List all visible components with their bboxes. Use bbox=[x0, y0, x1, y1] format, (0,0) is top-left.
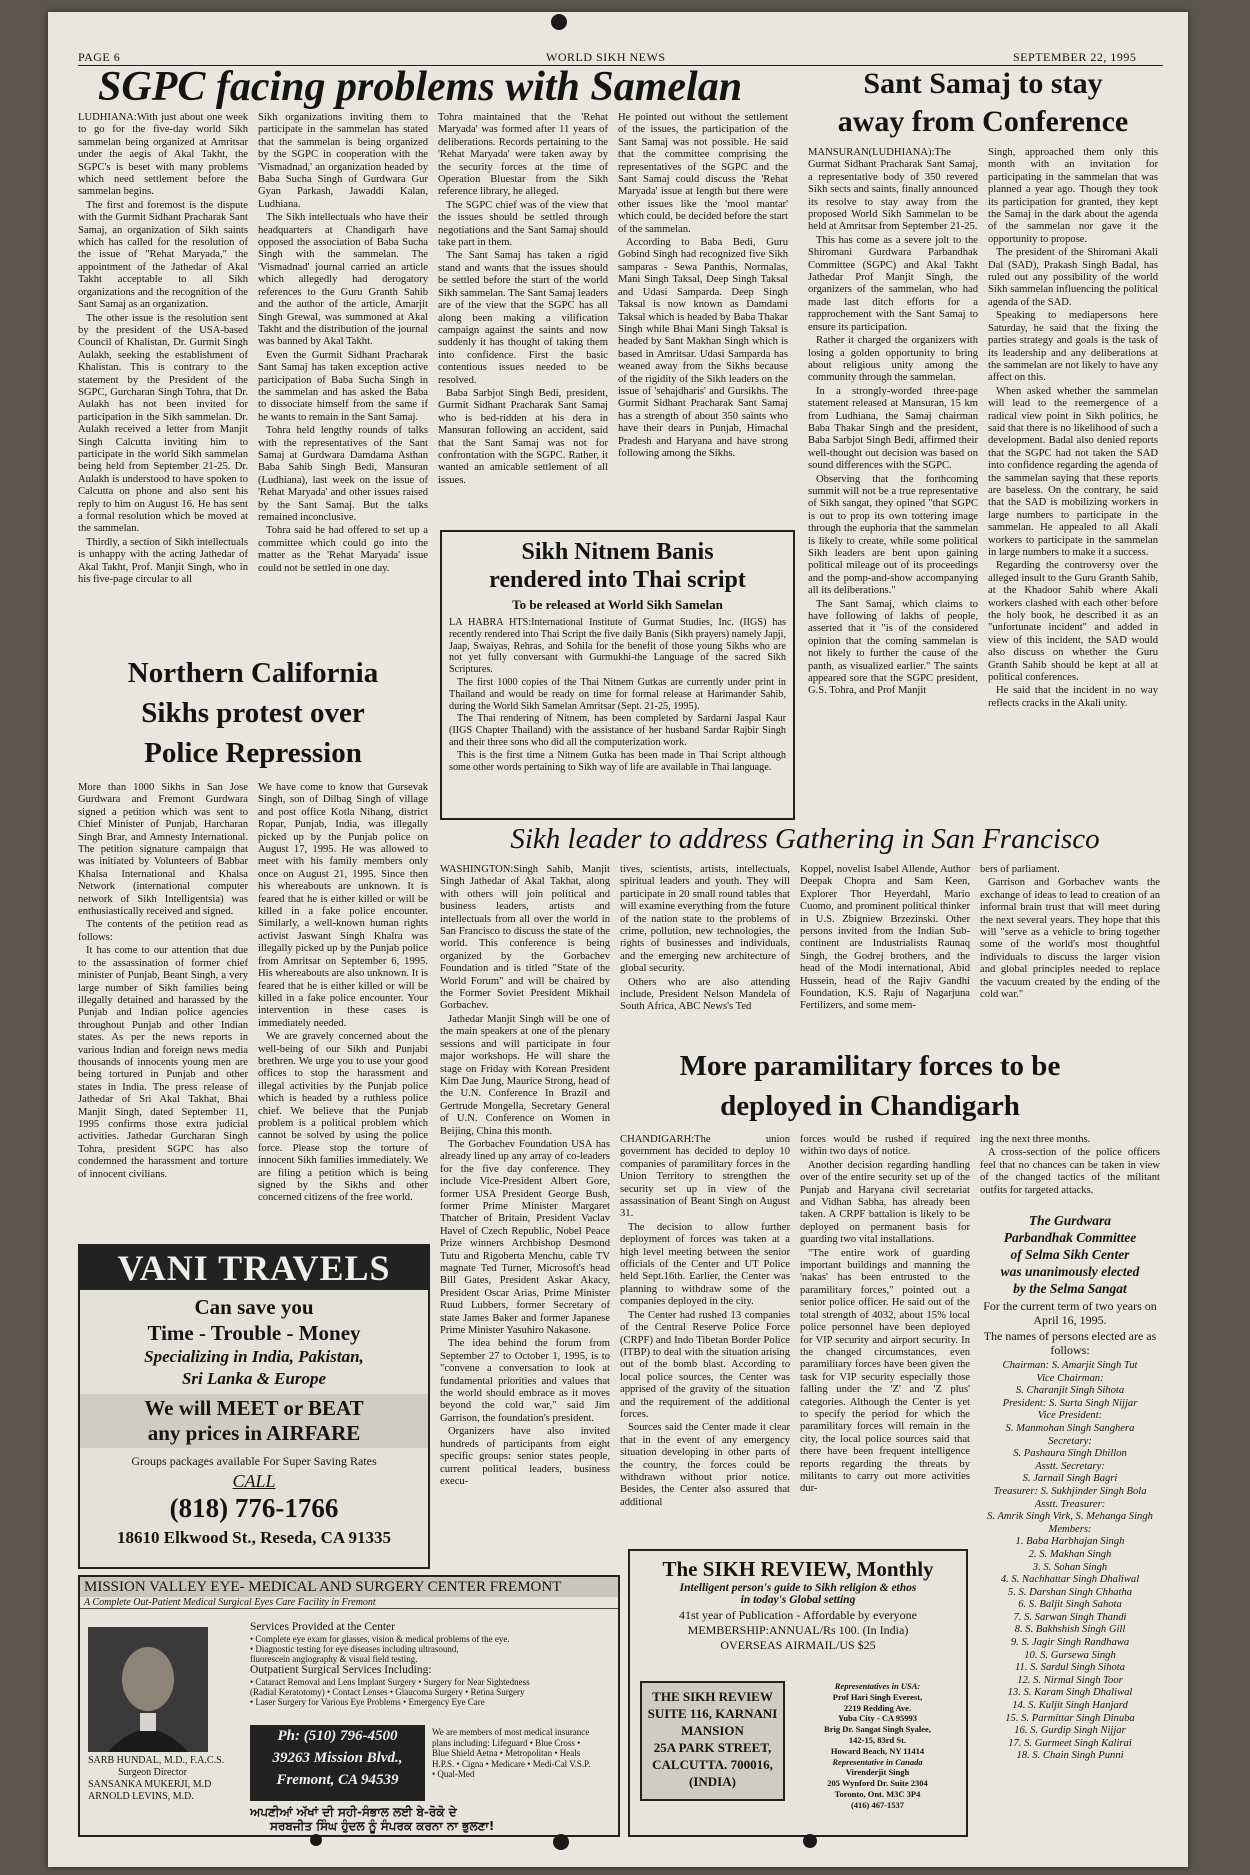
selma-intro-1: The Gurdwara bbox=[1028, 1213, 1112, 1228]
vani-phone: (818) 776-1766 bbox=[169, 1493, 339, 1523]
selma-name-line: 2. S. Makhan Singh bbox=[1028, 1548, 1112, 1560]
vani-travels-name: VANI TRAVELS bbox=[80, 1246, 428, 1290]
review-rep-line: 205 Wynford Dr. Suite 2304 bbox=[827, 1778, 928, 1789]
doctor-1: SARB HUNDAL, M.D., F.A.C.S. bbox=[88, 1755, 225, 1766]
selma-name-line: Vice President: bbox=[1037, 1410, 1103, 1422]
selma-name-line: 8. S. Bakhshish Singh Gill bbox=[1014, 1624, 1126, 1636]
review-representatives bbox=[795, 1681, 960, 1811]
sgpc-column-4: He pointed out without the settlement of the issues, the participation of the Sant Samaj was not possible. He said that the committee comprising the representatives of the SGPC and the Sant Samaj could discuss the 'Rehat Maryada' issue at length but there were other issues like the 'mool mantar' which could, be decided before the start of the sammelan. According to Baba Bedi, Guru Gobind Singh had recognized five Sikh samparas - Sewa Panthis, Normalas, Mani Singh Taksal, Deep Singh Taksal and Udasi Samparda. Deep Singh Taksal is now known as Damdami Taksal which is headed by Baba Thakar Singh while Bhai Mani Singh Taksal is headed by Sant Makhan Singh which is based in Amritsar. Udasi Samparda has weaned away from the Sikhs because of the rigidity of the Sikh leaders on the issue of 'sehajdharis' and Gursikhs. The Gurmit Sidhant Pracharak Sant Samaj has a strength of about 350 saints who have their dears in Punjab, Himachal Pradesh and Haryana and have strong following among the Sikhs. bbox=[618, 112, 788, 459]
norcal-headline-3: Police Repression bbox=[144, 737, 362, 769]
review-address-line: THE SIKH REVIEW bbox=[652, 1689, 773, 1704]
review-tagline-2: in today's Global setting bbox=[740, 1594, 856, 1606]
selma-name-line: S. Amrik Singh Virk, S. Mehanga Singh bbox=[987, 1511, 1153, 1523]
newspaper-page bbox=[48, 12, 1188, 1867]
review-tagline-1: Intelligent person's guide to Sikh religion & ethos bbox=[679, 1582, 917, 1594]
mission-title: MISSION VALLEY EYE- MEDICAL AND SURGERY CENTER FREMONT bbox=[80, 1577, 618, 1597]
selma-intro-5: by the Selma Sangat bbox=[1013, 1281, 1127, 1296]
issue-date: SEPTEMBER 22, 1995 bbox=[1013, 50, 1137, 64]
norcal-column-2: We have come to know that Gursevak Singh, son of Dilbag Singh of village and post office Kotla Nihang, district Ropar, Punjab, India, was illegally picked up by the Punjab police on August 17, 1995. He was allowed to meet with his family members only once on August 21, 1995. Since then his whereabouts are unknown. It is feared that he is either killed or will be killed in a fake police encounter. Similarly, a well-known human rights activist Jaswant Singh Khalra was illegally picked up by the Punjab police from Amritsar on September 6, 1995. His whereabouts are also unknown. It is feared that he is either killed or will be killed in a fake police encounter. Your intervention in these cases is immediately needed. We are gravely concerned about the well-being of our Sikh and Punjabi brethren. We urge you to use your good offices to stop the harassment and illegal activities by the Punjab police which is headed by a ruthless police chief. We believe that the Punjab problem is a political problem which cannot be solved by using the police force. Please stop the torture of innocent Sikh families immediately. We are filing a petition which is being signed by the Sikhs and other concerned citizens of the free world. bbox=[258, 782, 428, 1204]
sgpc-column-2: Sikh organizations inviting them to participate in the sammelan has stated that the sammelan is being organized by the SGPC in cooperation with the 'Vismadnad,' an organization headed by Baba Sucha Singh of Gurdwara Gur Gyan Parkash, Jawaddi Kalan, Ludhiana. The Sikh intellectuals who have their headquarters at Chandigarh have opposed the association of Baba Sucha Singh with the sammelan. The 'Vismadnad' journal carried an article which allegedly had derogatory references to the Guru Granth Sahib and the author of the article, Amarjit Singh Grewal, was summoned at Akal Takht and the distribution of the journal was banned by Akal Takht. Even the Gurmit Sidhant Pracharak Sant Samaj has taken exception active participation of Baba Sucha Singh in the sammelan and has asked the Baba to dissociate himself from the same if he wants to remain in the Sant Samaj. Tohra held lengthy rounds of talks with the representatives of the Sant Samaj at Gurdwara Damdama Asthan Baba Sahib Singh Bedi, Mansuran (Ludhiana), last week on the issue of 'Rehat Maryada' and other issues raised by the Sant Samaj. But the talks remained inconclusive. Tohra said he had offered to set up a committee which could go into the matter as the 'Rehat Maryada' issue could not be settled in one day. bbox=[258, 112, 428, 574]
selma-name-line: 4. S. Nachhattar Singh Dhaliwal bbox=[1000, 1574, 1140, 1586]
punjabi-line-1: ਅਪਣੀਆਂ ਅੱਖਾਂ ਦੀ ਸਹੀ-ਸੰਭਾਲ ਲਈ ਬੇ-ਰੋਕੋ ਦੇ bbox=[250, 1805, 457, 1819]
mission-phone: Ph: (510) 796-4500 bbox=[277, 1728, 398, 1744]
review-rep-line: 142-15, 83rd St. bbox=[848, 1734, 907, 1745]
vani-call: CALL bbox=[232, 1471, 276, 1491]
selma-name-line: 14. S. Kuljit Singh Hanjard bbox=[1012, 1700, 1128, 1712]
gathering-column-1: WASHINGTON:Singh Sahib, Manjit Singh Jathedar of Akal Takhat, along with others will join political and business leaders, artists and intellectuals from all over the world in San Francisco to discuss the state of the world. This conference is being organized by the Gorbachev Foundation and is titled "State of the World Forum" and will be chaired by the Former Soviet President Mikhail Gorbachev. Jathedar Manjit Singh will be one of the main speakers at one of the plenary sessions and will participate in four major workshops. He will share the stage on Friday with Korean President Kim Dae Jung, Maurice Strong, head of the U.N. Conference In Brazil and Gertrude Mongella, Secretary General of U.N. Conference on Women in Beijing, China this month. The Gorbachev Foundation USA has already lined up any array of co-leaders for the five day conference. They include Vice-President Albert Gore, former USA President George Bush, former Prime Minister Margaret Thatcher of Britain, President Vaclav Havel of Czech Republic, Nobel Peace Prize winners Archbishop Desmond Tutu and Rigoberta Menchu, cable TV magnate Ted Turner, Microsoft's head Bill Gates, President Askar Akacy, President Oscar Arias, Prime Minister Ruud Lubbers, former Secretary of state James Baker and former Japanese Prime Minister Yasuhiro Nakasone. The idea behind the forum from September 27 to October 1, 1995, is to "convene a conversation to look at fundamental priorities and values that the world should embrace as it moves beyond the cold war," said Jim Garrison, the foundation's president. Organizers have also invited hundreds of participants from eight specific groups: senior states people, current political leaders, business execu- bbox=[440, 864, 610, 1487]
paramilitary-headline-2: deployed in Chandigarh bbox=[720, 1090, 1020, 1122]
review-rep-line: Brig Dr. Sangat Singh Syalee, bbox=[824, 1724, 931, 1735]
review-title: The SIKH REVIEW, Monthly bbox=[662, 1557, 934, 1581]
nitnem-headline-1: Sikh Nitnem Banis bbox=[521, 539, 714, 565]
punch-hole-bottom-left bbox=[310, 1834, 322, 1846]
santsamaj-column-2: Singh, approached them only this month with an invitation for participating in the sammelan that was planned a year ago. Though they took its participation for granted, they kept the Samaj in the dark about the agenda of the sammelan nor gave it the opportunity to propose. The president of the Shiromani Akali Dal (SAD), Prakash Singh Badal, has ruled out any possibility of the world Sikh sammelan influencing the political agenda of the SAD. Speaking to mediapersons here Saturday, he said that the fixing the parties strategy and goals is the task of its leadership and any deliberations at the sammelan are not likely to have any affect on this. When asked whether the sammelan will lead to the reemergence of a radical view point in Sikh politics, he said that there is no likelihood of such a development. Badal also denied reports that the SGPC had not taken the SAD into confidence regarding the agenda of the sammelan saying that these reports are baseless. On the contrary, he said that the SAD is mobilizing workers in large numbers to participate in the sammelan. He appealed to all Akali workers to participate in the sammelan in large numbers to make it a success. Regarding the controversy over the alleged insult to the Guru Granth Sahib, at the Khadoor Sahib where Akali workers clashed with each other before the holy book, he described it as an "unfortunate incident" and added in view of this incident, the SAD would also discuss on whether the Guru Granth Sahib should be kept at all at political conferences. He said that the incident in no way reflects cracks in the Akali unity. bbox=[988, 147, 1158, 709]
mission-subtitle: A Complete Out-Patient Medical Surgical Eyes Care Facility in Fremont bbox=[80, 1597, 618, 1609]
review-publication: 41st year of Publication - Affordable by everyone bbox=[678, 1608, 918, 1622]
review-rep-line: Howard Beach, NY 11414 bbox=[830, 1745, 925, 1756]
nitnem-subheadline: To be released at World Sikh Samelan bbox=[512, 597, 723, 612]
punch-hole-top bbox=[551, 14, 567, 30]
vani-travels-ad bbox=[78, 1244, 430, 1569]
vani-line-2: Time - Trouble - Money bbox=[147, 1321, 361, 1345]
review-rep-line: Prof Hari Singh Everest, bbox=[832, 1691, 923, 1702]
outpatient-heading: Outpatient Surgical Services Including: bbox=[250, 1664, 432, 1676]
mission-insurance: We are members of most medical insurance plans including: Lifeguard • Blue Cross • Blue Shield Aetna • Metropolitan • Heals H.P.S. • Cigna • Medicare • Medi-Cal V.S.P. • Qual-Med bbox=[432, 1727, 591, 1779]
nitnem-body: LA HABRA HTS:International Institute of Gurmat Studies, Inc. (IIGS) has recently rendered into Thai Script the five daily Banis (Sikh prayers) namely Japji, Jaap, Swaiyas, Rehras, and Sohila for the benefit of those young Sikhs who are not yet fully conversant with Gurmukhi-the Language of the sacred Sikh Scriptures. The first 1000 copies of the Thai Nitnem Gutkas are currently under print in Thailand and would be ready on time for formal release at Harimander Sahib, during the World Sikh Samelan Amritsar (Sept. 21-25, 1995). The Thai rendering of Nitnem, has been completed by Sardarni Jaspal Kaur (IIGS Chapter Thailand) with the assistance of her husband Sardar Rajbir Singh and their three sons who did all the computerization work. This is the first time a Nitnem Gutka has been made in Thai Script although some other words pertaining to Sikh way of life are available in Thai language. bbox=[449, 617, 786, 773]
doctor-1-role: Surgeon Director bbox=[118, 1767, 187, 1778]
mission-valley-ad bbox=[78, 1575, 620, 1837]
review-address-line: MANSION bbox=[681, 1723, 744, 1738]
review-address-line: CALCUTTA. 700016, bbox=[652, 1757, 773, 1772]
selma-name-line: Members: bbox=[1048, 1523, 1092, 1535]
selma-name-line: 10. S. Gursewa Singh bbox=[1024, 1649, 1116, 1661]
services-heading: Services Provided at the Center bbox=[250, 1621, 395, 1633]
mission-contact-box bbox=[250, 1725, 425, 1801]
selma-notice bbox=[980, 1212, 1160, 1852]
selma-name-line: 18. S. Chain Singh Punni bbox=[1016, 1750, 1124, 1762]
sgpc-column-3: Tohra maintained that the 'Rehat Maryada' was formed after 11 years of deliberations. Records pertaining to the 'Rehat Maryada' were taken away by the security forces at the time of Operation Bluestar from the Sikh reference library, he alleged. The SGPC chief was of the view that the issues should be settled through negotiations and the Sant Samaj should take part in them. The Sant Samaj has taken a rigid stand and wants that the issues should be settled before the start of the world Sikh sammelan. The Sant Samaj leaders are of the view that the SGPC has all along been making a vilification campaign against the saints and now suddenly it has thought of taking them into confidence. First the basic contentious issues needed to be resolved. Baba Sarbjot Singh Bedi, president, Gurmit Sidhant Pracharak Sant Samaj who is bed-ridden at his dera in Mansuran following an accident, said that the Sant Samaj was not for confrontation with the SGPC. Rather, it wanted an amicable settlement of all issues. bbox=[438, 112, 608, 486]
service-line: fluorescein angiography & visual field testing. bbox=[250, 1654, 418, 1664]
doctor-2: SANSANKA MUKERJI, M.D bbox=[88, 1779, 212, 1790]
vani-line-4: Sri Lanka & Europe bbox=[181, 1369, 327, 1388]
punch-hole-bottom-center bbox=[553, 1834, 569, 1850]
service-line: • Complete eye exam for glasses, vision & medical problems of the eye. bbox=[250, 1634, 510, 1644]
outpatient-line: • Laser Surgery for Various Eye Problems • Emergency Eye Care bbox=[250, 1697, 485, 1707]
selma-name-line: 6. S. Baljit Singh Sahota bbox=[1018, 1599, 1122, 1611]
santsamaj-column-1: MANSURAN(LUDHIANA):The Gurmat Sidhant Pracharak Sant Samaj, a representative body of 350 revered Sikh sects and saints, finally announced its resolve to stay away from the proposed World Sikh Sammelan to be held at Amritsar from September 21-25. This has come as a severe jolt to the Shiromani Gurdwara Parbandhak Committee (SGPC) and Akal Takht Jathedar Prof Manjit Singh, the organizers of the sammelan, who had made last ditch efforts for a rapprochement with the Sant Samaj to ensure its participation. Rather it charged the organizers with losing a golden opportunity to bring about religious unity among the community through the sammelan. In a strongly-worded three-page statement released at Mansuran, 15 km from Ludhiana, the Samaj chairman Baba Thakar Singh and the president, Baba Sarbjot Singh Bedi, affirmed their well-thought out decision was based on sound differences with the SGPC. Observing that the forthcoming summit will not be a true representative of Sikh sangat, they opined "that SGPC is out to prop its own tottering image through the euphoria that the sammelan is likely to create, while some political Sikh leaders are bent upon gaining political mileage out of its proceedings and the pomp-and-show accompanying all its deliberations." The Sant Samaj, which claims to have following of lakhs of people, asserted that it "is of the considered opinion that the coming sammelan is not likely to further the cause of the panth, as visualized earlier." The saints appeared sore that the SGPC president, G.S. Tohra, and Prof Manjit bbox=[808, 147, 978, 697]
review-membership: MEMBERSHIP:ANNUAL/Rs 100. (In India) bbox=[687, 1623, 909, 1637]
selma-name-line: Vice Chairman: bbox=[1036, 1372, 1104, 1384]
review-rep-line: 2219 Redding Ave. bbox=[843, 1702, 912, 1713]
paramilitary-headline-1: More paramilitary forces to be bbox=[679, 1050, 1061, 1082]
sgpc-column-1: LUDHIANA:With just about one week to go for the five-day world Sikh sammelan being organized at Amritsar under the aegis of Akal Takht, the SGPC's is beset with many problems which need settlement before the sammelan begins. The first and foremost is the dispute with the Gurmit Sidhant Pracharak Sant Samaj, an organization of Sikh saints which has called for the resolution of the issue of "Rehat Maryada," the appointment of the Jathedar of Akal Takht acceptable to all Sikh organizations and the recognition of the Sant Samaj as an organization. The other issue is the resolution sent by the president of the USA-based Council of Khalistan, Dr. Gurmit Singh Aulakh, seeking the establishment of Khalistan. This is contrary to the statement by the President of the SGPC, Gurcharan Singh Tohra, that Dr. Aulakh has not been invited for participation in the Sikh sammelan. Dr. Aulakh received a letter from Manjit Singh Calcutta inviting him to participate in the world Sikh sammelan being held from September 21-25. Dr. Aulakh is understood to have spoken to Calcutta on phone and also sent his reply to him on August 16. He has sent a formal resolution which be moved at the sammelan. Thirdly, a section of Sikh intellectuals is unhappy with the acting Jathedar of Akal Takht, Prof. Manjit Singh, who in his five-page circular to all bbox=[78, 112, 248, 586]
review-rep-line: Representatives in USA: bbox=[834, 1681, 921, 1691]
paramilitary-column-2: forces would be rushed if required within two days of notice. Another decision regarding handling over of the entire security set up of the Punjab and Haryana civil secretariat and Vidhan Sabha, has already been taken. A CRPF battalion is likely to be deployed on permanent basis for guarding two vital installations. "The entire work of guarding important buildings and manning the 'nakas' has been entrusted to the paramilitary forces," pointed out a senior police officer. He said out of the total strength of 4032, about 15% local police personnel have been deployed for VIP security and airport security. In the changed circumstances, even paramilitary forces have been given the task for VIP security especially those falling under the 'Z' and 'Z plus' categories. Although the Center is yet to specify the period for which the paramilitary forces will remain in the city, the local police sources said that there have been frequent intelligence reports regarding the threats by militants to carry out more activities dur- bbox=[800, 1134, 970, 1495]
service-line: • Diagnostic testing for eye diseases including ultrasound, bbox=[250, 1644, 459, 1654]
outpatient-line: (Radial Keratotomy) • Contact Lenses • Glaucoma Surgery • Retina Surgery bbox=[250, 1687, 525, 1697]
paramilitary-column-1: CHANDIGARH:The union government has decided to deploy 10 companies of paramilitary forces in the Union Territory to strengthen the security set up in view of the assassination of Beant Singh on August 31. The decision to allow further deployment of forces was taken at a high level meeting between the senior officials of the Center and UT Police held Sept.16th. Earlier, the Center was planning to withdraw some of the companies deployed in the city. The Center had rushed 13 companies of the Central Reserve Police Force (CRPF) and Indo Tibetan Border Police (ITBP) to deal with the situation arising out of the bomb blast. According to local police sources, the Center was apprised of the gravity of the situation and the requirement of the additional forces. Sources said the Center made it clear that in the event of any emergency situation developing in other parts of the country, the forces could be withdrawn without prior notice. Besides, the Center also assured that additional bbox=[620, 1134, 790, 1508]
vani-groups: Groups packages available For Super Saving Rates bbox=[131, 1454, 377, 1468]
selma-name-line: S. Pashaura Singh Dhillon bbox=[1013, 1448, 1127, 1460]
doctor-list bbox=[88, 1755, 248, 1803]
punch-hole-bottom-right bbox=[803, 1834, 817, 1848]
punjabi-line-2: ਸਰਬਜੀਤ ਸਿੰਘ ਹੁੰਦਲ ਨੂੰ ਸੰਪਰਕ ਕਰਨਾ ਨਾ ਭੁਲਣਾ! bbox=[270, 1819, 495, 1833]
review-address-box bbox=[640, 1681, 785, 1801]
doctor-photo bbox=[88, 1627, 208, 1752]
gathering-headline: Sikh leader to address Gathering in San Francisco bbox=[510, 823, 1100, 855]
review-address-line: 25A PARK STREET, bbox=[653, 1740, 772, 1755]
sikh-review-ad bbox=[628, 1549, 968, 1837]
review-address-line: (INDIA) bbox=[689, 1774, 736, 1789]
norcal-headline-2: Sikhs protest over bbox=[141, 697, 365, 729]
nitnem-headline-2: rendered into Thai script bbox=[489, 567, 746, 593]
selma-term: For the current term of two years on April 16, 1995. bbox=[983, 1299, 1157, 1327]
nitnem-box bbox=[440, 530, 795, 820]
selma-name-line: Treasurer: S. Sukhjinder Singh Bola bbox=[993, 1485, 1147, 1497]
selma-names-heading: The names of persons elected are as follows: bbox=[983, 1329, 1157, 1357]
norcal-headline-1: Northern California bbox=[127, 657, 379, 689]
mission-services bbox=[250, 1621, 610, 1707]
review-overseas: OVERSEAS AIRMAIL/US $25 bbox=[720, 1638, 876, 1652]
selma-name-line: 5. S. Darshan Singh Chhatha bbox=[1007, 1586, 1133, 1598]
selma-intro-2: Parbandhak Committee bbox=[1003, 1230, 1137, 1245]
gathering-column-3: Koppel, novelist Isabel Allende, Author Deepak Chopra and Sam Keen, Explorer Thor Heyerdahl, Mario Cuomo, and prominent political thinker in U.S. Zbigniew Brzezinski. Other persons invited from the Indian Sub-continent are Industrialists Raunaq Singh, the Godrej brothers, and the head of the Modi international, Abid Hussein, head of the Rajiv Gandhi Foundation, K.S. Raju of Nagarjuna Fertilizers, and some mem- bbox=[800, 864, 970, 1012]
page-number: PAGE 6 bbox=[78, 50, 121, 64]
review-rep-line: (416) 467-1537 bbox=[850, 1799, 905, 1810]
vani-line-1: Can save you bbox=[194, 1295, 314, 1319]
vani-address: 18610 Elkwood St., Reseda, CA 91335 bbox=[117, 1528, 391, 1547]
santsamaj-headline-1: Sant Samaj to stay bbox=[863, 67, 1103, 100]
selma-intro-3: of Selma Sikh Center bbox=[1010, 1247, 1130, 1262]
norcal-column-1: More than 1000 Sikhs in San Jose Gurdwara and Fremont Gurdwara signed a petition which was sent to Chief Minister of Punjab, Harcharan Singh Brar, and Amnesty International. The petition signature campaign that was initiated by Volunteers of Babbar Khalsa International and Khalsa Network (international computer network of Sikh Intelligentsia) was enthusiastically received and signed. The contents of the petition read as follows: It has come to our attention that due to the assassination of former chief minister of Punjab, Beant Singh, a very large number of Sikh families being illegally detained and harassed by the Punjab and Indian police agencies throughout Punjab and other Indian states. As per the news reports in various Indian and foreign news media thousands of innocents young men are being tortured in Punjab and other states in India. The press release of Jathedar of Sri Akal Takhat, Bhai Manjit Singh, dated September 11, 1995 confirms those extra judicial activities. Jathedar Gurcharan Singh Tohra, president SGPC has also condemned the harassment and torture of innocent civilians. bbox=[78, 782, 248, 1180]
selma-name-line: 17. S. Gurmeet Singh Kalirai bbox=[1008, 1737, 1132, 1749]
mission-address-1: 39263 Mission Blvd., bbox=[272, 1750, 403, 1766]
selma-name-line: 7. S. Sarwan Singh Thandi bbox=[1013, 1611, 1127, 1623]
vani-line-6: any prices in AIRFARE bbox=[147, 1421, 361, 1445]
selma-name-line: Secretary: bbox=[1048, 1435, 1092, 1447]
selma-names-list bbox=[980, 1360, 1160, 1763]
gathering-column-4: bers of parliament. Garrison and Gorbachev wants the exchange of ideas to lead to creation of an informal brain trust that will meet during the next several years. They hope that this will "serve as a vehicle to bring together some of the world's most thoughtful individuals to discuss the larger vision and global principles needed to replace the vacuum created by the ending of the cold war." bbox=[980, 864, 1160, 1001]
review-rep-line: Toronto, Ont. M3C 3P4 bbox=[834, 1788, 921, 1799]
selma-name-line: S. Charanjit Singh Sihota bbox=[1015, 1385, 1125, 1397]
selma-name-line: 16. S. Gurdip Singh Nijjar bbox=[1014, 1725, 1126, 1737]
selma-name-line: Chairman: S. Amarjit Singh Tut bbox=[1002, 1360, 1138, 1371]
selma-name-line: 9. S. Jagir Singh Randhawa bbox=[1010, 1637, 1130, 1649]
mission-punjabi-text bbox=[250, 1805, 610, 1820]
review-rep-line: Representative in Canada bbox=[832, 1756, 923, 1767]
vani-line-3: Specializing in India, Pakistan, bbox=[144, 1347, 364, 1366]
outpatient-line: • Cataract Removal and Lens Implant Surgery • Surgery for Near Sightedness bbox=[250, 1677, 530, 1687]
selma-name-line: 15. S. Parmittar Singh Dinuba bbox=[1005, 1712, 1135, 1724]
paramilitary-column-3: ing the next three months. A cross-section of the police officers feel that no chances can be taken in view of the changed tactics of the militant outfits for targeted attacks. bbox=[980, 1134, 1160, 1196]
selma-name-line: 1. Baba Harbhajan Singh bbox=[1015, 1536, 1125, 1548]
selma-name-line: Asstt. Treasurer: bbox=[1034, 1498, 1106, 1510]
doctor-3: ARNOLD LEVINS, M.D. bbox=[88, 1791, 194, 1802]
selma-name-line: 11. S. Sardul Singh Sihota bbox=[1014, 1662, 1126, 1674]
selma-name-line: President: S. Surta Singh Nijjar bbox=[1002, 1397, 1138, 1409]
mission-address-2: Fremont, CA 94539 bbox=[276, 1772, 399, 1788]
selma-name-line: 3. S. Sohan Singh bbox=[1032, 1561, 1108, 1573]
gathering-column-2: tives, scientists, artists, intellectuals, spiritual leaders and youth. They will participate in 20 small round tables that will examine everything from the future of the nation state to the problems of crime, pollution, new technologies, the rights of businesses and individuals, and the emerging new architecture of global security. Others who are also attending include, President Nelson Mandela of South Africa, ABC News's Ted bbox=[620, 864, 790, 1013]
sgpc-headline: SGPC facing problems with Samelan bbox=[98, 64, 743, 110]
selma-name-line: 13. S. Karam Singh Dhaliwal bbox=[1007, 1687, 1133, 1699]
review-rep-line: Virenderjit Singh bbox=[845, 1767, 910, 1778]
selma-name-line: S. Manmohan Singh Sanghera bbox=[1005, 1422, 1135, 1434]
selma-name-line: S. Jarnail Singh Bagri bbox=[1022, 1473, 1118, 1485]
review-address-line: SUITE 116, KARNANI bbox=[647, 1706, 778, 1721]
selma-intro-4: was unanimously elected bbox=[1000, 1264, 1140, 1279]
selma-name-line: Asstt. Secretary: bbox=[1035, 1460, 1105, 1472]
paper-name: WORLD SIKH NEWS bbox=[546, 50, 666, 64]
review-rep-line: Yuba City - CA 95993 bbox=[837, 1713, 918, 1724]
santsamaj-headline-2: away from Conference bbox=[837, 105, 1129, 138]
selma-name-line: 12. S. Nirmal Singh Toor bbox=[1017, 1674, 1123, 1686]
vani-line-5: We will MEET or BEAT bbox=[144, 1396, 364, 1420]
